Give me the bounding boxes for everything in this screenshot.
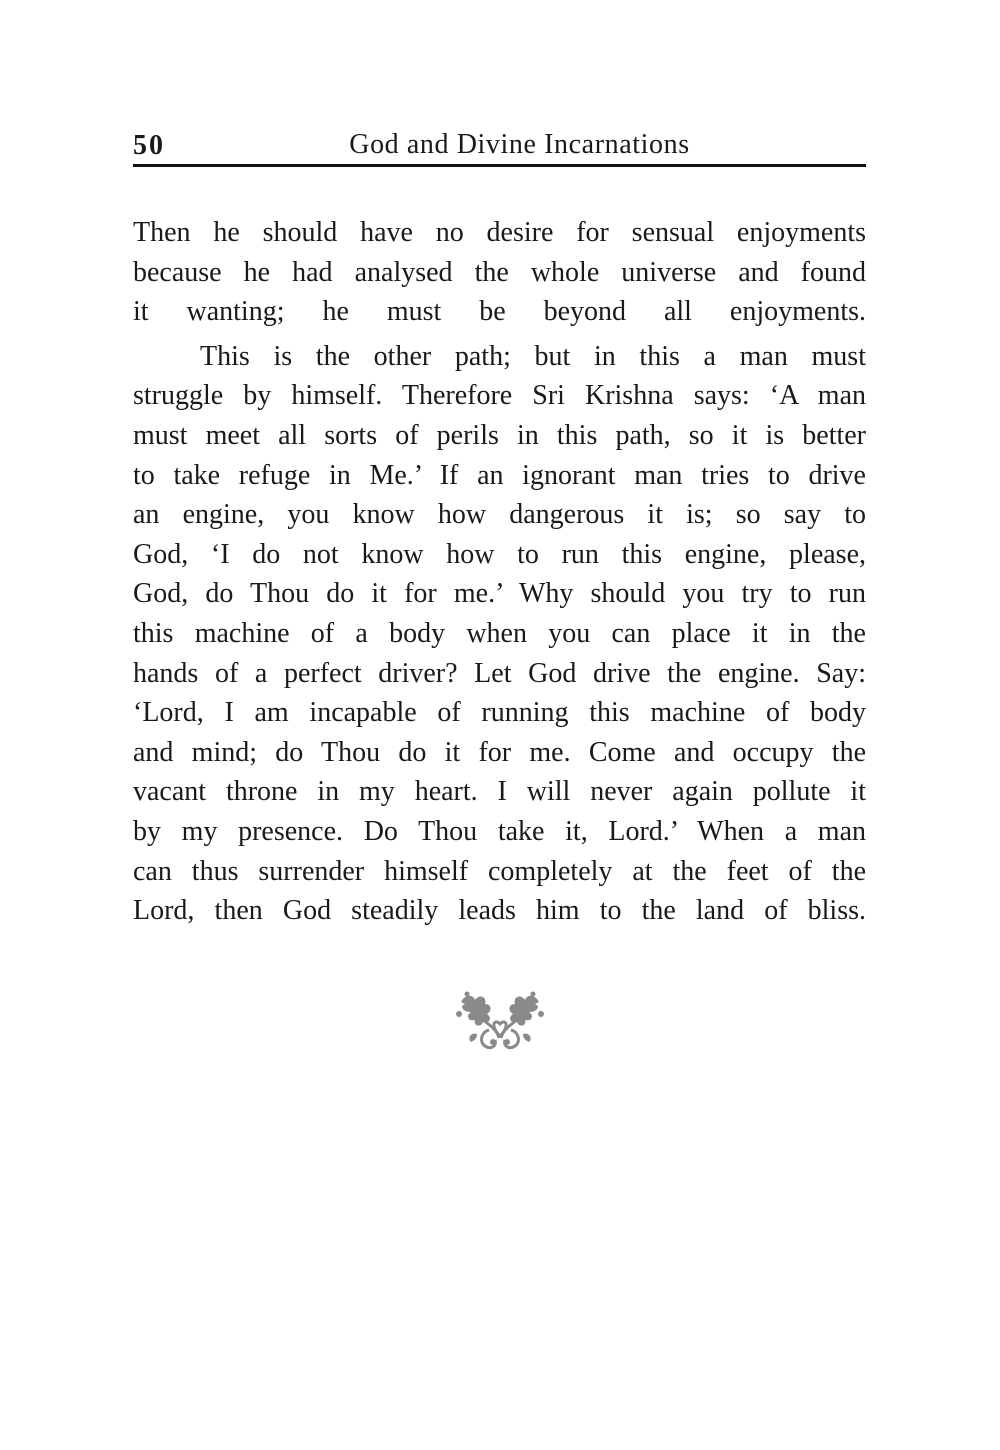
text-line: Then he should have no desire for sensual enjoyments bbox=[133, 217, 866, 248]
text-line: and mind; do Thou do it for me. Come and occupy the bbox=[133, 736, 866, 768]
body-text bbox=[133, 213, 866, 931]
page-number: 50 bbox=[133, 130, 165, 161]
text-line: vacant throne in my heart. I will never again pollute it bbox=[133, 776, 866, 808]
text-line: God, do Thou do it for me.’ Why should you try to run bbox=[133, 578, 866, 610]
text-line: must meet all sorts of perils in this path, so it is better bbox=[133, 419, 866, 451]
text-line: to take refuge in Me.’ If an ignorant man tries to drive bbox=[133, 459, 866, 491]
running-header bbox=[133, 127, 866, 163]
text-line: because he had analysed the whole universe and found bbox=[133, 256, 866, 288]
paragraph-2 bbox=[133, 337, 866, 931]
text-line: it wanting; he must be beyond all enjoyments. bbox=[133, 296, 866, 328]
paragraph-1 bbox=[133, 213, 866, 332]
floral-ornament-svg bbox=[453, 990, 547, 1054]
text-line: God, ‘I do not know how to run this engine, please, bbox=[133, 538, 866, 570]
floral-ornament-icon bbox=[453, 990, 547, 1054]
text-line: this machine of a body when you can place it in the bbox=[133, 617, 866, 649]
text-line: This is the other path; but in this a man must bbox=[200, 340, 866, 372]
text-line: ‘Lord, I am incapable of running this machine of body bbox=[133, 697, 866, 729]
text-line: hands of a perfect driver? Let God drive the engine. Say: bbox=[133, 657, 866, 689]
text-line: Lord, then God steadily leads him to the land of bliss. bbox=[133, 895, 866, 927]
running-title: God and Divine Incarnations bbox=[349, 129, 690, 160]
text-line: can thus surrender himself completely at the feet of the bbox=[133, 855, 866, 887]
text-line: by my presence. Do Thou take it, Lord.’ When a man bbox=[133, 815, 866, 847]
text-line: struggle by himself. Therefore Sri Krishna says: ‘A man bbox=[133, 380, 866, 412]
text-line: an engine, you know how dangerous it is; so say to bbox=[133, 499, 866, 531]
header-rule bbox=[133, 164, 866, 167]
